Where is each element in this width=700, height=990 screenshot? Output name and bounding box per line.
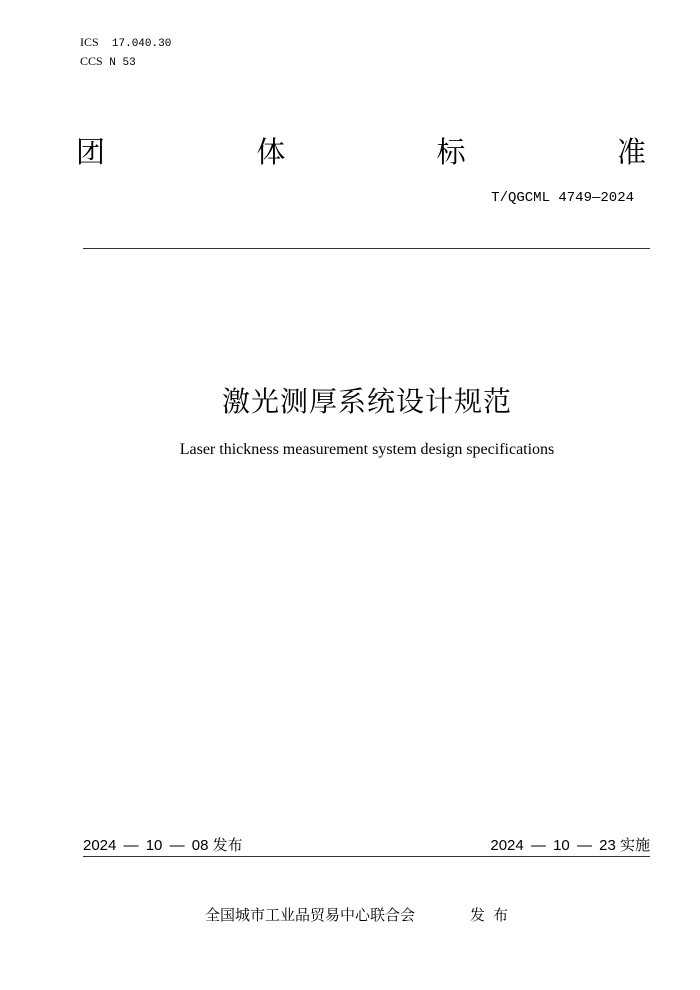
ics-code [80,34,171,53]
footer-divider [83,856,650,857]
publish-label: 发布 [212,837,243,854]
header-divider [83,248,650,249]
ics-value: 17.040.30 [111,38,172,50]
implement-label: 实施 [619,837,650,854]
standard-type-char: 准 [616,135,646,169]
implement-year: 2024 [490,837,524,854]
ccs-code [80,53,171,72]
standard-type-char: 团 [76,135,106,169]
ics-label: ICS [80,35,99,49]
publisher-action: 发布 [470,906,517,924]
standard-type-title [76,132,646,172]
standard-number: T/QGCML 4749—2024 [491,190,634,206]
publish-month: 10 [145,837,163,854]
document-title-en: Laser thickness measurement system design specifications [179,441,555,458]
standard-type-char: 标 [436,135,466,169]
publish-year: 2024 [83,837,117,854]
implement-day: 23 [599,837,616,854]
implement-date [490,834,650,855]
date-separator: — [169,837,185,854]
publish-date [83,834,243,855]
publisher-org: 全国城市工业品贸易中心联合会 [205,906,416,924]
implement-month: 10 [553,837,570,854]
ccs-value: N 53 [109,57,136,69]
date-separator: — [530,837,546,854]
document-title-cn: 激光测厚系统设计规范 [221,385,512,418]
date-separator: — [123,837,139,854]
publish-day: 08 [191,837,209,854]
standard-type-char: 体 [256,135,286,169]
ccs-label: CCS [80,54,103,68]
date-separator: — [576,837,592,854]
classification-codes [80,34,171,72]
